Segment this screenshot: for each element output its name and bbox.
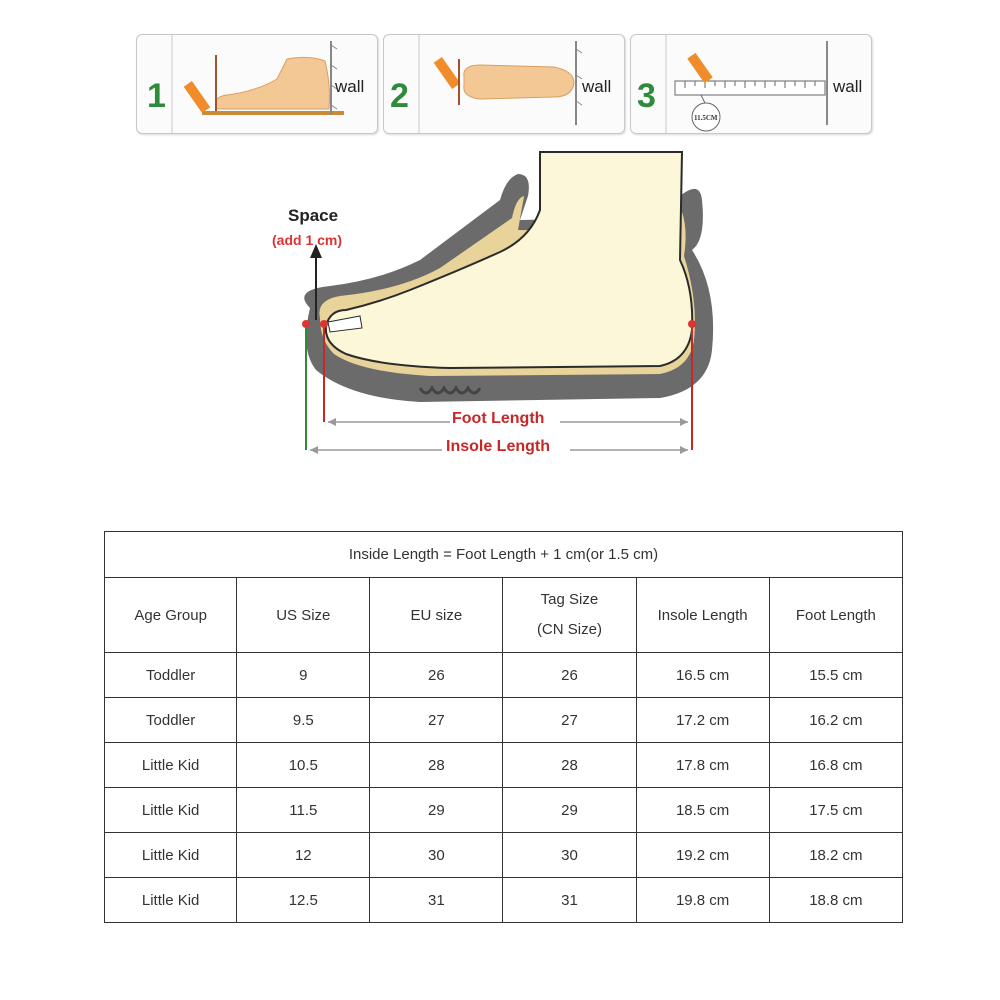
header-tag-size-line1: Tag Size	[540, 591, 599, 608]
header-us-size: US Size	[237, 578, 370, 653]
cell-age-group: Little Kid	[105, 743, 237, 788]
table-row	[105, 878, 903, 923]
table-caption: Inside Length = Foot Length + 1 cm(or 1.5 cm)	[105, 532, 903, 578]
cell-foot-length: 15.5 cm	[769, 653, 902, 698]
size-chart-table	[104, 531, 903, 923]
step-2-panel	[383, 34, 625, 134]
foot-length-label: Foot Length	[452, 410, 545, 427]
cell-age-group: Little Kid	[105, 833, 237, 878]
cell-us-size: 12	[237, 833, 370, 878]
header-age-group: Age Group	[105, 578, 237, 653]
table-row	[105, 653, 903, 698]
cell-insole-length: 17.8 cm	[636, 743, 769, 788]
header-eu-size: EU size	[370, 578, 503, 653]
cell-insole-length: 19.8 cm	[636, 878, 769, 923]
measuring-steps	[136, 34, 872, 134]
cell-insole-length: 17.2 cm	[636, 698, 769, 743]
cell-tag-size: 28	[503, 743, 636, 788]
cell-foot-length: 16.2 cm	[769, 698, 902, 743]
cell-tag-size: 29	[503, 788, 636, 833]
cell-insole-length: 18.5 cm	[636, 788, 769, 833]
header-insole-length: Insole Length	[636, 578, 769, 653]
cell-eu-size: 28	[370, 743, 503, 788]
cell-age-group: Toddler	[105, 653, 237, 698]
cell-us-size: 9	[237, 653, 370, 698]
cell-us-size: 11.5	[237, 788, 370, 833]
insole-length-label: Insole Length	[446, 438, 550, 455]
header-tag-size-line2: (CN Size)	[536, 621, 602, 638]
step-3-panel	[630, 34, 872, 134]
cell-eu-size: 31	[370, 878, 503, 923]
cell-tag-size: 31	[503, 878, 636, 923]
cell-insole-length: 19.2 cm	[636, 833, 769, 878]
cell-age-group: Little Kid	[105, 878, 237, 923]
space-note: (add 1 cm)	[272, 232, 343, 248]
step-number: 3	[637, 77, 656, 115]
cell-tag-size: 30	[503, 833, 636, 878]
step-number: 2	[390, 77, 409, 115]
step-number: 1	[147, 77, 166, 115]
cell-foot-length: 16.8 cm	[769, 743, 902, 788]
cell-tag-size: 27	[503, 698, 636, 743]
step-1-panel	[136, 34, 378, 134]
cell-foot-length: 17.5 cm	[769, 788, 902, 833]
wall-label: wall	[582, 77, 612, 96]
cell-age-group: Toddler	[105, 698, 237, 743]
cell-eu-size: 26	[370, 653, 503, 698]
table-header-row	[105, 578, 903, 653]
cell-eu-size: 27	[370, 698, 503, 743]
space-label: Space	[288, 206, 339, 225]
cell-foot-length: 18.2 cm	[769, 833, 902, 878]
cell-eu-size: 30	[370, 833, 503, 878]
ruler-reading: 11.5CM	[694, 114, 718, 122]
cell-us-size: 12.5	[237, 878, 370, 923]
wall-label: wall	[335, 77, 365, 96]
table-row	[105, 698, 903, 743]
header-foot-length: Foot Length	[769, 578, 902, 653]
shoe-foot-illustration	[120, 140, 880, 480]
cell-tag-size: 26	[503, 653, 636, 698]
cell-eu-size: 29	[370, 788, 503, 833]
cell-insole-length: 16.5 cm	[636, 653, 769, 698]
header-tag-size	[503, 578, 636, 653]
table-row	[105, 743, 903, 788]
cell-age-group: Little Kid	[105, 788, 237, 833]
table-row	[105, 833, 903, 878]
fit-diagram	[120, 140, 880, 480]
cell-us-size: 10.5	[237, 743, 370, 788]
cell-us-size: 9.5	[237, 698, 370, 743]
table-row	[105, 788, 903, 833]
table-caption-row	[105, 532, 903, 578]
wall-label: wall	[833, 77, 863, 96]
cell-foot-length: 18.8 cm	[769, 878, 902, 923]
